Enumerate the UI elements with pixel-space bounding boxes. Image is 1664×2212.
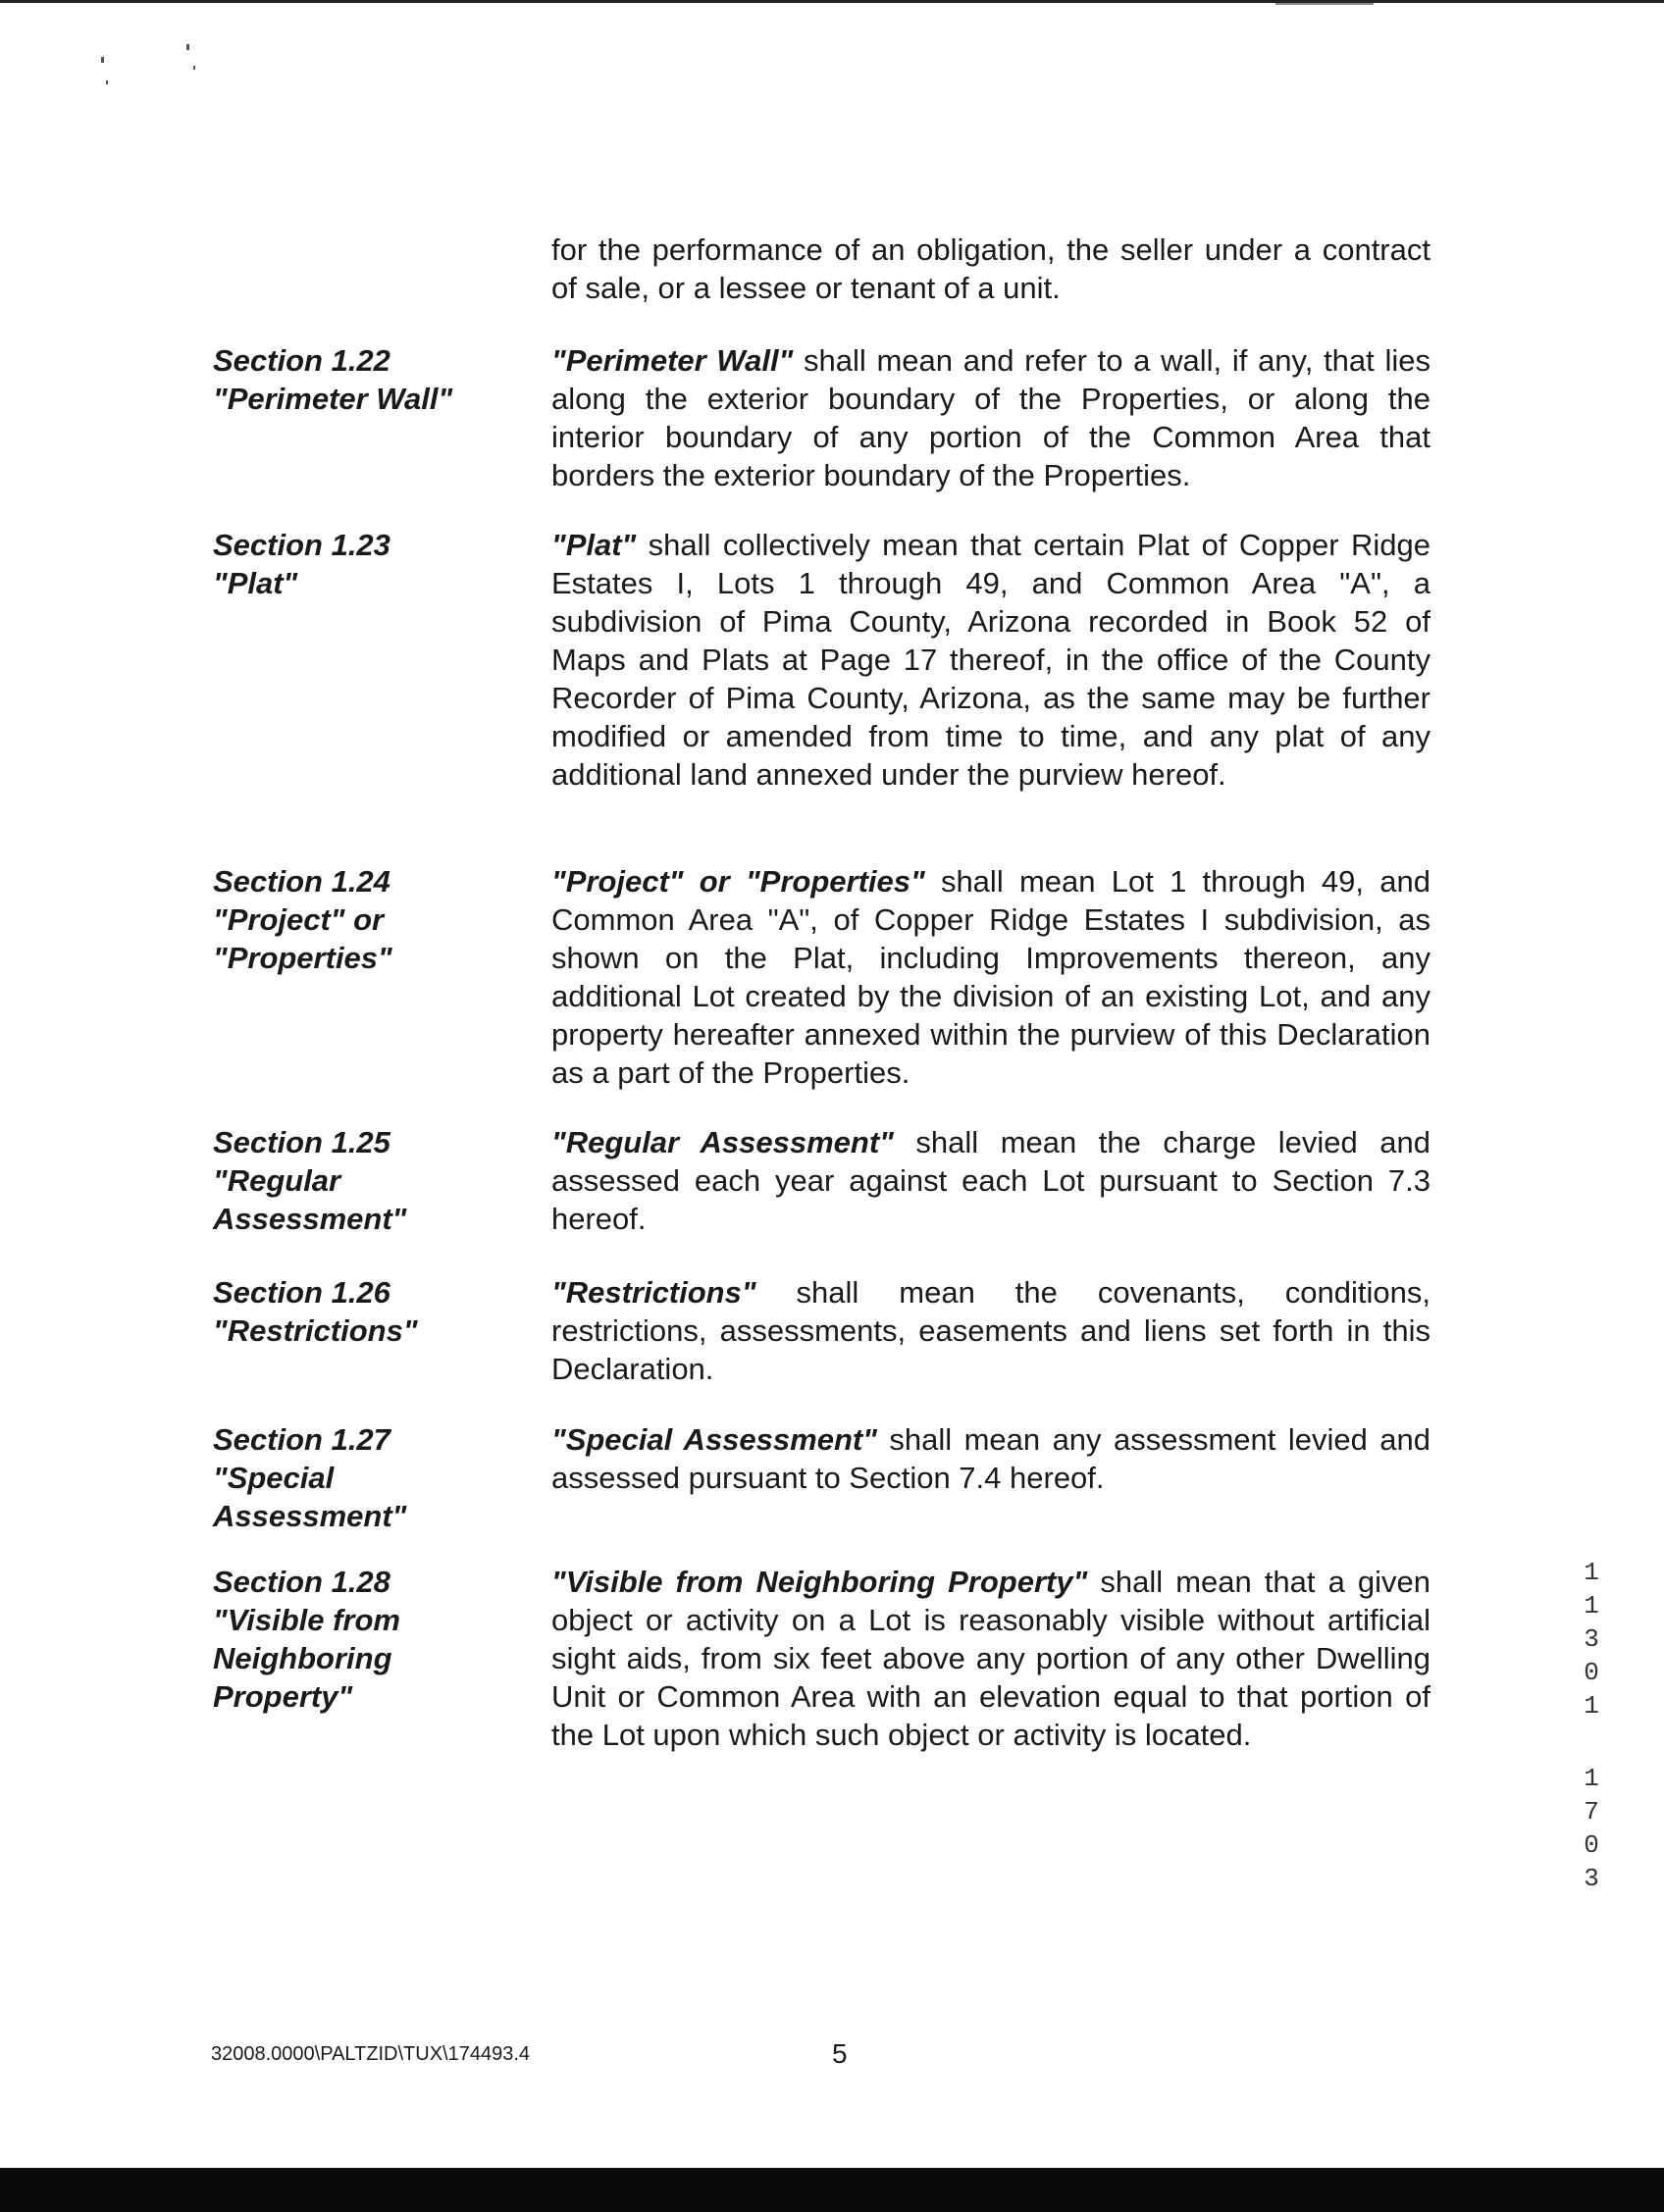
stamp-digit: 1 (1584, 1691, 1599, 1721)
section-title-line: "Restrictions" (213, 1313, 418, 1348)
section-number: Section 1.25 (213, 1125, 390, 1159)
definition-text: shall mean Lot 1 through 49, and Common Area "A", of Copper Ridge Estates I subdivision, as shown on the Plat, including Improvements thereon, any additional Lot created by the division of an existing Lot, and any property hereafter annexed within the purview of this Declaration as a part of the Properties. (551, 864, 1430, 1090)
section-title-line: "Properties" (213, 941, 392, 975)
section-definition (551, 341, 1430, 494)
section-number: Section 1.28 (213, 1565, 390, 1599)
defined-term: "Perimeter Wall" (551, 343, 794, 378)
page-number: 5 (832, 2038, 848, 2069)
stamp-digit: 0 (1584, 1658, 1599, 1687)
stamp-digit: 3 (1584, 1624, 1599, 1654)
defined-term: "Regular Assessment" (551, 1125, 894, 1159)
section-number: Section 1.22 (213, 343, 390, 378)
section-number: Section 1.24 (213, 864, 390, 899)
section-definition (551, 1420, 1430, 1497)
definition-text: shall collectively mean that certain Plat of Copper Ridge Estates I, Lots 1 through 49, and Common Area "A", a subdivision of Pima County, Arizona recorded in Book 52 of Maps and Plats at Page 17 thereof, in the office of the County Recorder of Pima County, Arizona, as the same may be further modified or amended from time to time, and any plat of any additional land annexed under the purview hereof. (551, 528, 1430, 792)
defined-term: "Restrictions" (551, 1275, 756, 1310)
section-label (213, 1563, 527, 1716)
section-title-line: "Project" or (213, 902, 385, 937)
section-definition (551, 1123, 1430, 1238)
section-label (213, 1420, 527, 1535)
section-label (213, 341, 527, 418)
section-number: Section 1.27 (213, 1422, 390, 1457)
margin-recording-stamp (1572, 1558, 1611, 1891)
section-title-line: "Regular (213, 1163, 341, 1198)
footer-document-id: 32008.0000\PALTZID\TUX\174493.4 (211, 2043, 531, 2065)
section-label (213, 526, 527, 602)
stamp-digit: 1 (1584, 1591, 1599, 1620)
stamp-digit: 0 (1584, 1830, 1599, 1860)
scan-bottom-edge (0, 2168, 1664, 2212)
definition-text: shall mean the charge levied and assessed each year against each Lot pursuant to Section 7.3 hereof. (551, 1125, 1430, 1236)
section-title-line: Assessment" (213, 1499, 407, 1533)
section-label (213, 862, 527, 977)
section-title-line: "Perimeter Wall" (213, 382, 453, 416)
stamp-digit: 1 (1584, 1558, 1599, 1587)
defined-term: "Special Assessment" (551, 1422, 877, 1457)
section-definition (551, 1563, 1430, 1754)
continued-paragraph: for the performance of an obligation, the seller under a contract of sale, or a lessee or tenant of a unit. (551, 232, 1430, 305)
stamp-digit: 7 (1584, 1797, 1599, 1826)
section-title-line: "Special (213, 1461, 335, 1495)
section-definition (551, 862, 1430, 1092)
definition-text: shall mean the covenants, conditions, restrictions, assessments, easements and liens set forth in this Declaration. (551, 1275, 1430, 1386)
section-title-line: Assessment" (213, 1202, 407, 1236)
section-number: Section 1.26 (213, 1275, 390, 1310)
stamp-digit: 3 (1584, 1864, 1599, 1891)
defined-term: "Plat" (551, 528, 637, 562)
defined-term: "Project" or "Properties" (551, 864, 925, 899)
definition-text: shall mean and refer to a wall, if any, that lies along the exterior boundary of the Properties, or along the interior boundary of any portion of the Common Area that borders the exterior boundary of the Properties. (551, 343, 1431, 492)
section-title-line: "Visible from (213, 1603, 400, 1637)
section-label (213, 1123, 527, 1238)
section-number: Section 1.23 (213, 528, 390, 562)
definition-text: shall mean that a given object or activity on a Lot is reasonably visible without artificial sight aids, from six feet above any portion of any other Dwelling Unit or Common Area with an elevation equal to that portion of the Lot upon which such object or activity is located. (551, 1565, 1430, 1752)
section-title-line: Neighboring (213, 1641, 392, 1675)
section-title-line: "Plat" (213, 566, 298, 600)
defined-term: "Visible from Neighboring Property" (551, 1565, 1088, 1599)
section-title-line: Property" (213, 1679, 353, 1714)
section-label (213, 1273, 527, 1350)
definition-text: shall mean any assessment levied and assessed pursuant to Section 7.4 hereof. (551, 1422, 1431, 1495)
stamp-digit: 1 (1584, 1764, 1599, 1793)
section-definition (551, 526, 1430, 794)
section-definition (551, 1273, 1430, 1388)
